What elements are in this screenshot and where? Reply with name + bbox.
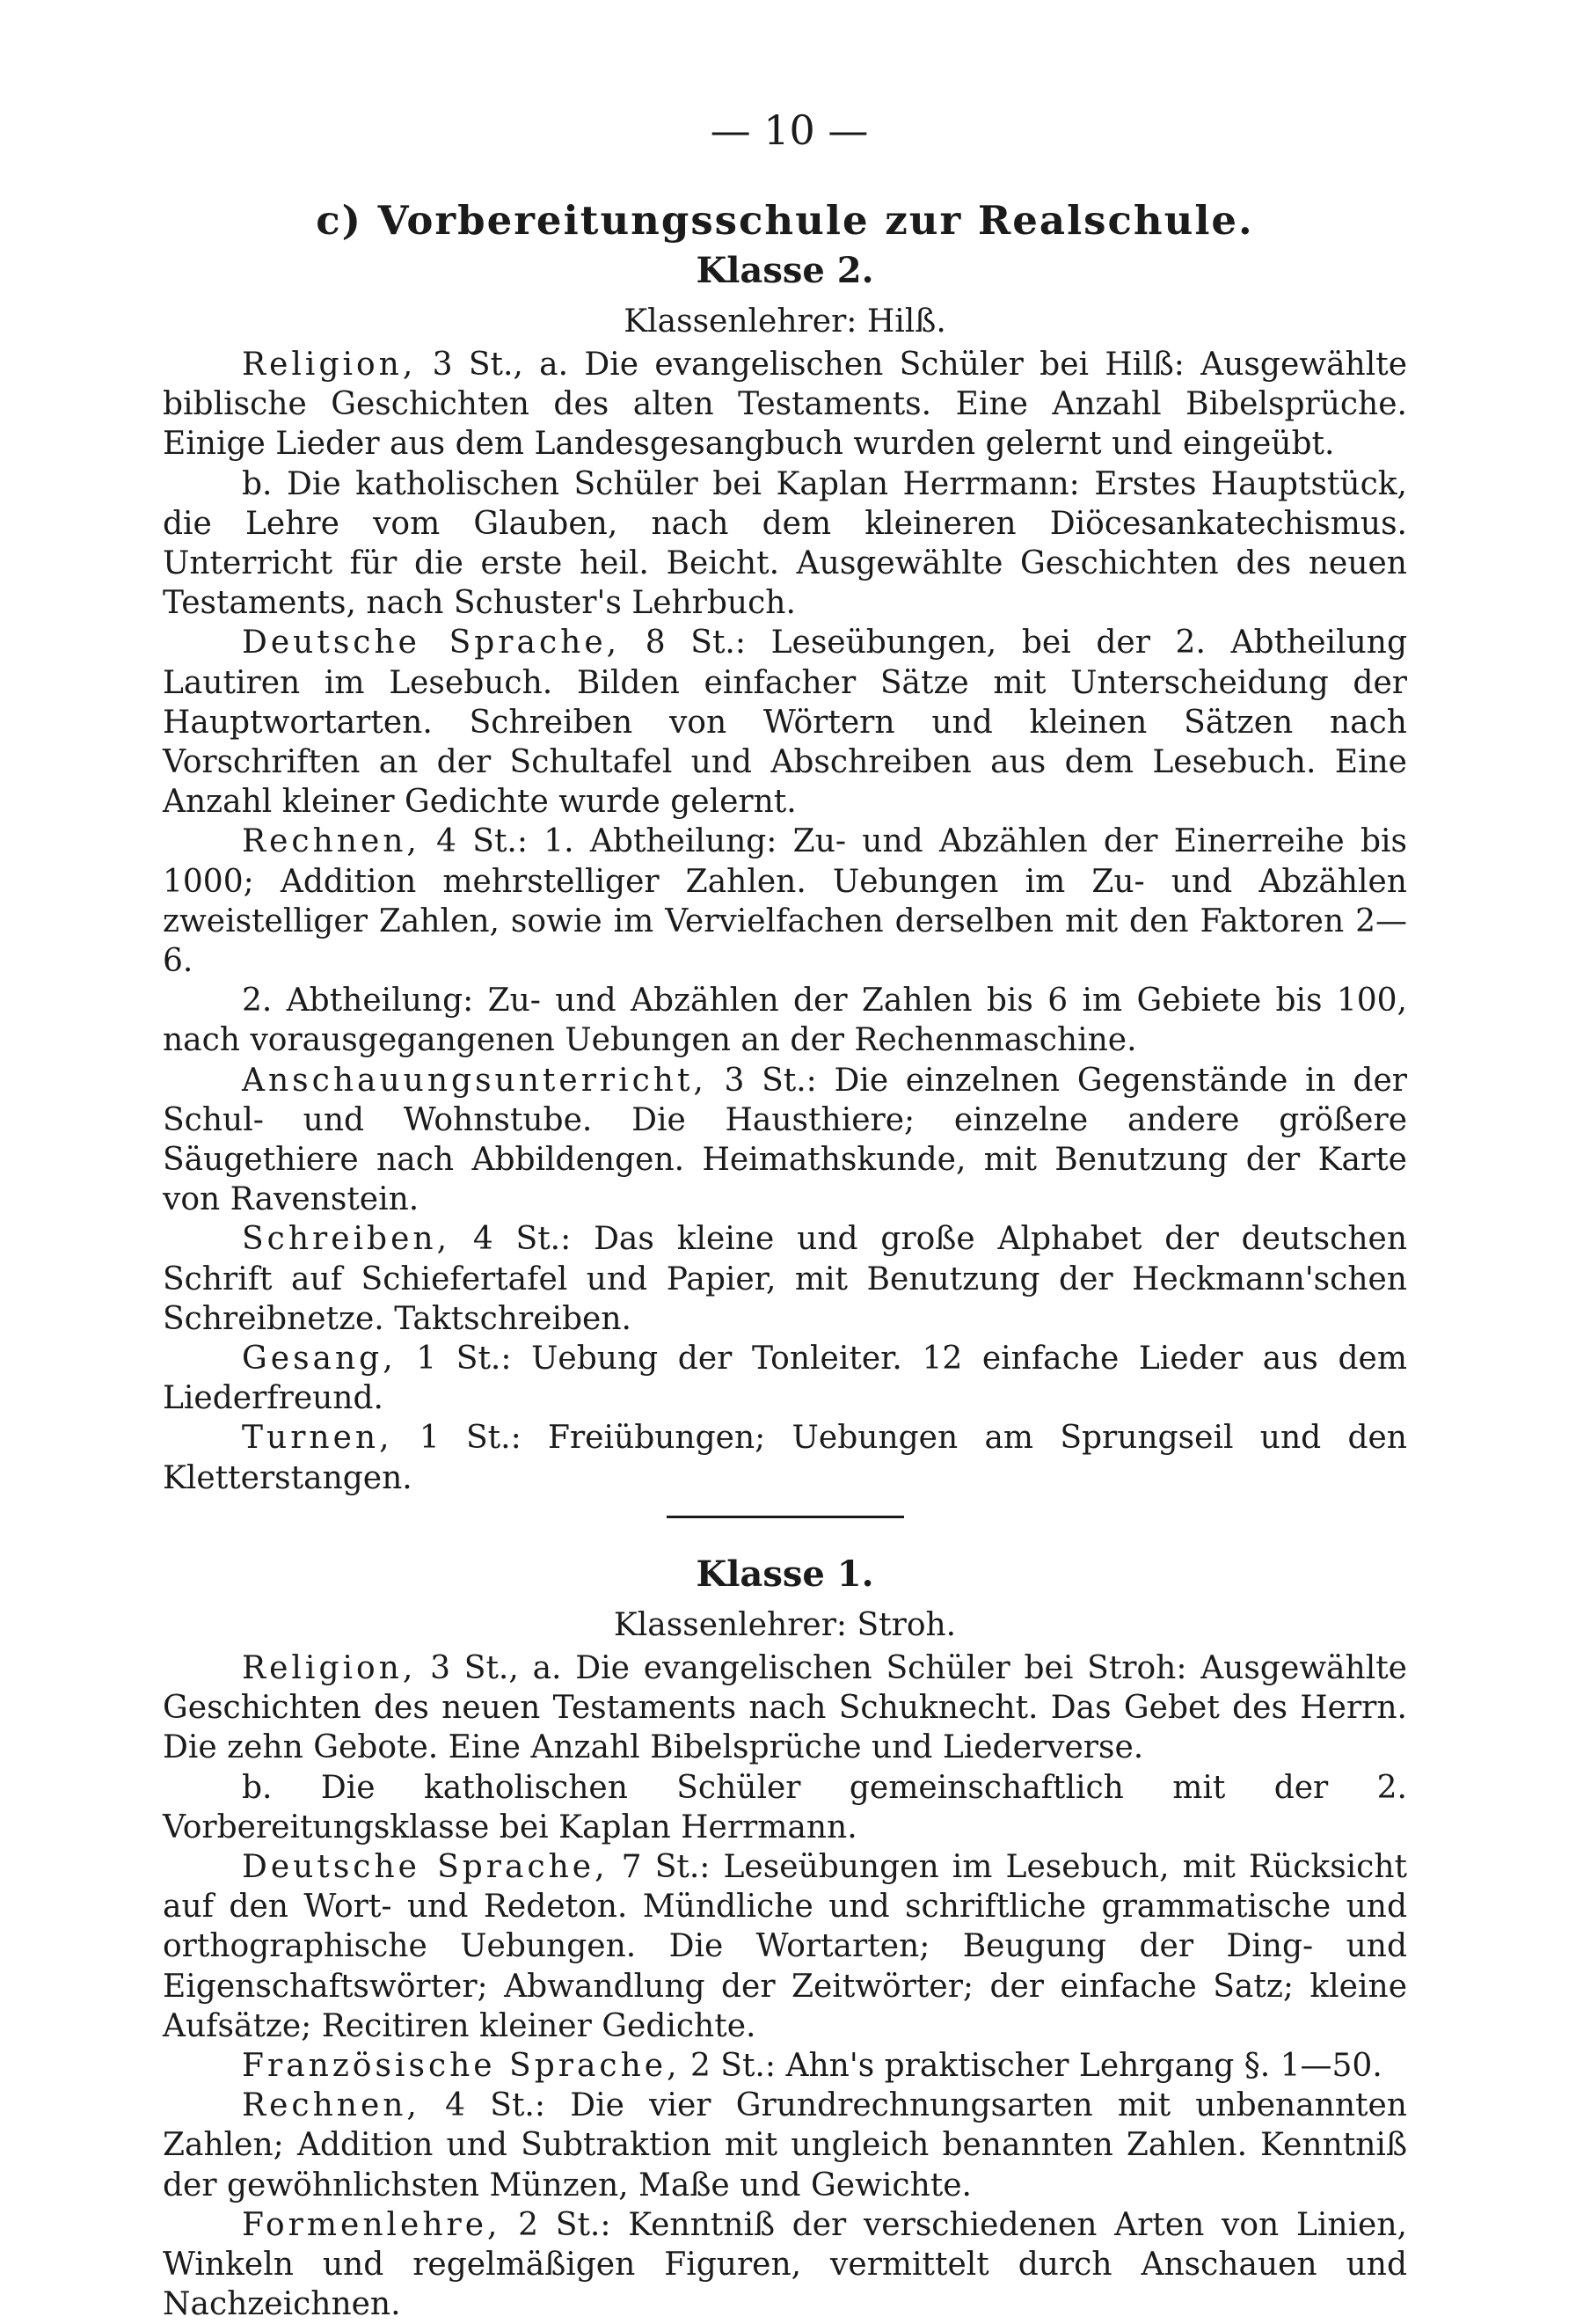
subject-lead: Französische Sprache, [242,2047,681,2084]
subject-lead: Rechnen, [242,823,420,860]
paragraph-text: 4 St.: Das kleine und große Alphabet der deutschen Schrift auf Schiefertafel und Papier, mit Benutzung der Heckmann'schen Schreibnetze. Taktschreiben. [163,1221,1407,1337]
paragraph-text: 4 St.: 1. Abtheilung: Zu- und Abzählen der Einerreihe bis 1000; Addition mehrstelliger Zahlen. Uebungen im Zu- und Abzählen zweistelliger Zahlen, sowie im Vervielfachen derselben mit den Faktoren 2—6. [163,823,1407,980]
paragraph-text: b. Die katholischen Schüler gemeinschaftlich mit der 2. Vorbereitungsklasse bei Kaplan Herrmann. [163,1769,1407,1845]
subject-lead: Anschauungsunterricht, [242,1062,707,1099]
paragraph-franzoesische-sprache [163,2046,1407,2086]
page-number: — 10 — [710,106,869,154]
paragraph-turnen [163,1418,1407,1497]
paragraph-text: 2 St.: Kenntniß der verschiedenen Arten von Linien, Winkeln und regelmäßigen Figuren, vermittelt durch Anschauen und Nachzeichnen. [163,2206,1407,2323]
paragraph-text: 3 St., a. Die evangelischen Schüler bei Hilß: Ausgewählte biblische Geschichten des alten Testaments. Eine Anzahl Bibelsprüche. Einige Lieder aus dem Landesgesangbuch wurden gelernt und eingeübt. [163,347,1407,463]
paragraph-rechnen-abtheilung-2 [163,981,1407,1060]
paragraph-text: 8 St.: Leseübungen, bei der 2. Abtheilung Lautiren im Lesebuch. Bilden einfacher Sätze mit Unterscheidung der Hauptwortarten. Schreiben von Wörtern und kleinen Sätzen nach Vorschriften an der Schultafel und Abschreiben aus dem Lesebuch. Eine Anzahl kleiner Gedichte wurde gelernt. [163,625,1407,821]
paragraph-religion-catholic [163,464,1407,624]
paragraph-text: 3 St., a. Die evangelischen Schüler bei Stroh: Ausgewählte Geschichten des neuen Testaments nach Schuknecht. Das Gebet des Herrn. Die zehn Gebote. Eine Anzahl Bibelsprüche und Liederverse. [163,1649,1407,1766]
paragraph-text: 3 St.: Die einzelnen Gegenstände in der Schul- und Wohnstube. Die Hausthiere; einzelne andere größere Säugethiere nach Abbildengen. Heimathskunde, mit Benutzung der Karte von Ravenstein. [163,1062,1407,1218]
subject-lead: Religion, [242,347,417,383]
section-divider [667,1516,904,1518]
subject-lead: Formenlehre, [242,2206,501,2243]
paragraph-deutsche-sprache [163,1847,1407,2046]
class-1-section [163,1550,1407,2324]
paragraph-religion [163,345,1407,464]
paragraph-text: 1 St.: Freiübungen; Uebungen am Sprungseil und den Kletterstangen. [163,1420,1407,1496]
class-2-heading: Klasse 2. [696,250,874,291]
class-1-heading: Klasse 1. [696,1553,874,1595]
paragraph-schreiben [163,1219,1407,1339]
paragraph-text: 2 St.: Ahn's praktischer Lehrgang §. 1—50. [680,2047,1382,2084]
paragraph-text: 2. Abtheilung: Zu- und Abzählen der Zahlen bis 6 im Gebiete bis 100, nach vorausgegangenen Uebungen an der Rechenmaschine. [163,983,1407,1059]
paragraph-text: 7 St.: Leseübungen im Lesebuch, mit Rücksicht auf den Wort- und Redeton. Mündliche und schriftliche grammatische und orthographische Uebungen. Die Wortarten; Beugung der Ding- und Eigenschaftswörter; Abwandlung der Zeitwörter; der einfache Satz; kleine Aufsätze; Recitiren kleiner Gedichte. [163,1848,1407,2044]
paragraph-religion-catholic [163,1768,1407,1847]
paragraph-rechnen [163,2086,1407,2205]
paragraph-text: b. Die katholischen Schüler bei Kaplan Herrmann: Erstes Hauptstück, die Lehre vom Glauben, nach dem kleineren Diöcesankatechismus. Unterricht für die erste heil. Beicht. Ausgewählte Geschichten des neuen Testaments, nach Schuster's Lehrbuch. [163,465,1407,622]
section-title: c) Vorbereitungsschule zur Realschule. [316,197,1254,244]
subject-lead: Rechnen, [242,2087,420,2124]
subject-lead: Turnen, [242,1420,393,1457]
paragraph-text: 1 St.: Uebung der Tonleiter. 12 einfache Lieder aus dem Liederfreund. [163,1341,1407,1417]
paragraph-gesang [163,1339,1407,1418]
paragraph-deutsche-sprache [163,623,1407,822]
class-2-teacher: Klassenlehrer: Hilß. [624,303,946,340]
class-1-teacher: Klassenlehrer: Stroh. [613,1606,957,1643]
paragraph-religion [163,1648,1407,1768]
paragraph-anschauungsunterricht [163,1061,1407,1220]
paragraph-formenlehre [163,2205,1407,2324]
subject-lead: Religion, [242,1649,417,1686]
paragraph-rechnen [163,822,1407,981]
subject-lead: Deutsche Sprache, [242,1848,609,1885]
class-2-section [163,246,1407,1498]
subject-lead: Schreiben, [242,1221,451,1258]
paragraph-text: 4 St.: Die vier Grundrechnungsarten mit unbenannten Zahlen; Addition und Subtraktion mit ungleich benannten Zahlen. Kenntniß der gewöhnlichsten Münzen, Maße und Gewichte. [163,2087,1407,2203]
subject-lead: Deutsche Sprache, [242,625,621,661]
subject-lead: Gesang, [242,1341,397,1378]
